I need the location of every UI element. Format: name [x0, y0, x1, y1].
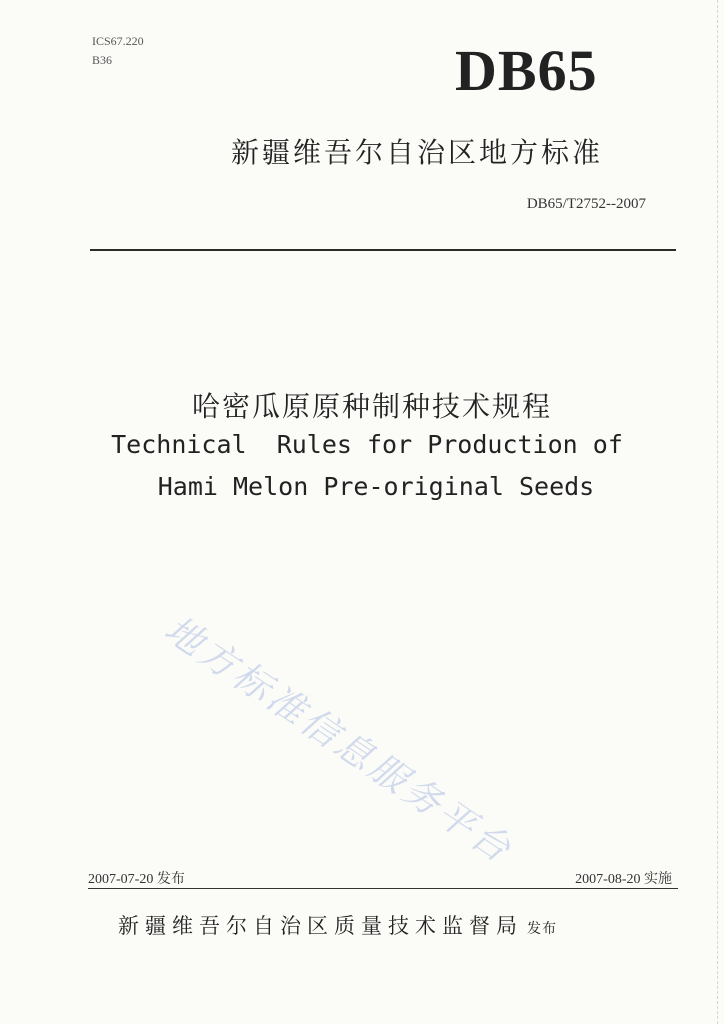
header-divider: [90, 249, 676, 251]
implementation-date: 2007-08-20 实施: [575, 872, 672, 887]
title-english-line1: Technical Rules for Production of: [111, 430, 623, 459]
title-english-line2: Hami Melon Pre-original Seeds: [157, 472, 595, 501]
standard-logo: DB65: [455, 38, 598, 103]
title-chinese: 哈密瓜原原种制种技术规程: [191, 390, 552, 423]
standard-number: DB65/T2752--2007: [526, 196, 646, 212]
issue-date: 2007-07-20 发布: [88, 872, 185, 887]
issuer-name: 新疆维吾尔自治区质量技术监督局: [118, 914, 523, 938]
org-title: 新疆维吾尔自治区地方标准: [230, 136, 603, 169]
footer-divider: [88, 888, 678, 889]
ics-code: ICS67.220: [92, 34, 144, 48]
issuer: [118, 910, 557, 940]
category-code: B36: [92, 53, 113, 67]
watermark: 地方标准信息服务平台: [156, 607, 521, 873]
issuer-suffix: 发布: [527, 921, 557, 937]
classification-codes: [92, 32, 144, 70]
